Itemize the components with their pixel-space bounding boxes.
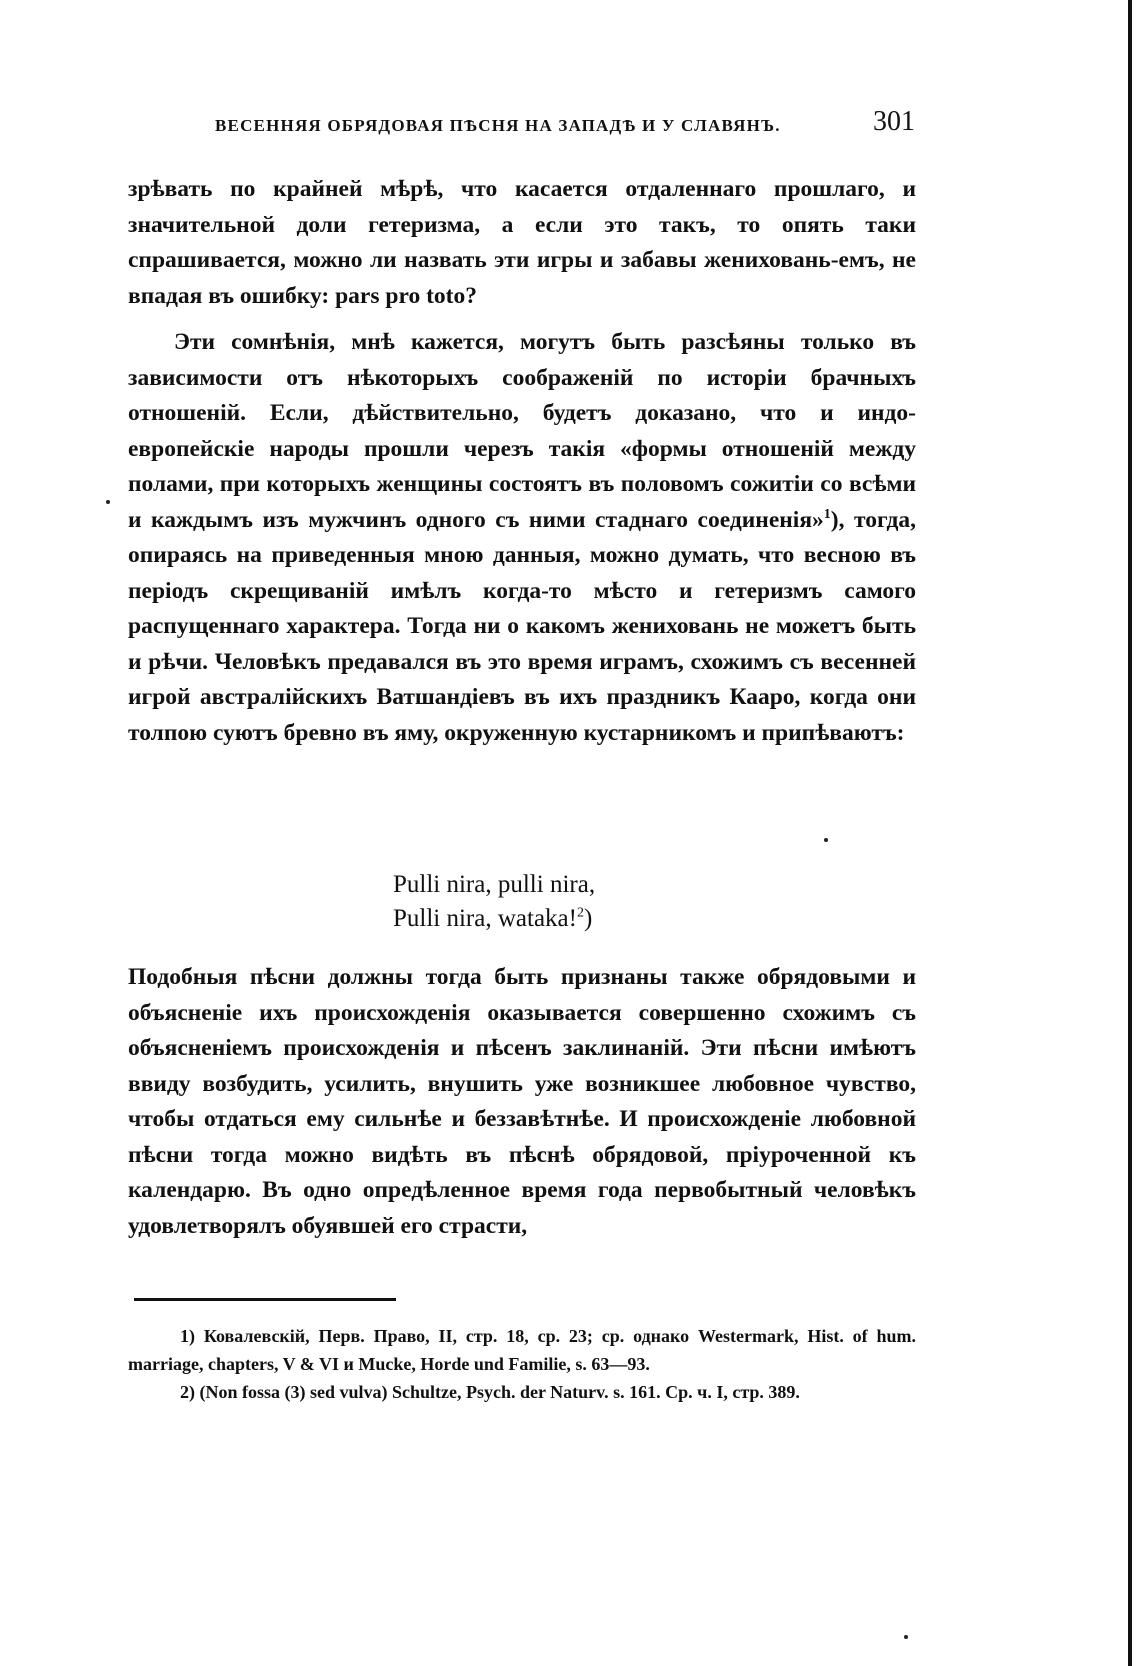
paragraph-2 (128, 325, 916, 751)
paragraph-2-continued: ), тогда, опираясь на приведенныя мною данныя, можно думать, что весною въ періодъ скрещиваній имѣлъ когда-то мѣсто и гетеризмъ самого распущеннаго характера. Тогда ни о какомъ жениховань не можетъ быть и рѣчи. Человѣкъ предавался въ это время играмъ, схожимъ съ весенней игрой австралійскихъ Ватшандіевъ въ ихъ праздникъ Кааро, когда они толпою суютъ бревно въ яму, окруженную кустарникомъ и припѣваютъ: (128, 506, 916, 746)
paragraph-2-text: Эти сомнѣнія, мнѣ кажется, могутъ быть разсѣяны только въ зависимости отъ нѣкоторыхъ соображеній по исторіи брачныхъ отношеній. Если, дѣйствительно, будетъ доказано, что и индо-европейскіе народы прошли черезъ такія «формы отношеній между полами, при которыхъ женщины состоятъ въ половомъ сожитіи со всѣми и каждымъ изъ мужчинъ одного съ ними стаднаго соединенія» (128, 329, 916, 533)
footnote-1: 1) Ковалевскій, Перв. Право, II, стр. 18, ср. 23; ср. однако Westermark, Hist. of hum. marriage, chapters, V & VI и Mucke, Horde und Familie, s. 63—93. (128, 1326, 916, 1374)
paragraph-1: зрѣвать по крайней мѣрѣ, что касается отдаленнаго прошлаго, и значительной доли гетеризма, а если это такъ, то опять таки спрашивается, можно ли назвать эти игры и забавы жениховань-емъ, не впадая въ ошибку: pars pro toto? (128, 176, 916, 309)
page-header (215, 108, 915, 148)
scan-edge-line (1128, 0, 1132, 1666)
paragraph-3: Подобныя пѣсни должны тогда быть признаны также обрядовыми и объясненіе ихъ происхожденія оказывается совершенно схожимъ съ объясненіемъ происхожденія и пѣсенъ заклинаній. Эти пѣсни имѣютъ ввиду возбудить, усилить, внушить уже возникшее любовное чувство, чтобы отдаться ему сильнѣе и беззавѣтнѣе. И происхожденіе любовной пѣсни тогда можно видѣть въ пѣснѣ обрядовой, пріуроченной къ календарю. Въ одно опредѣленное время года первобытный человѣкъ удовлетворялъ обуявшей его страсти, (128, 964, 916, 1239)
verse-line-2-text: Pulli nira, wataka! (393, 905, 577, 932)
scan-speck (904, 1635, 908, 1639)
footnote-ref-2: 2 (576, 905, 584, 921)
verse-line-2-close: ) (583, 905, 593, 932)
footnote-separator (134, 1298, 396, 1301)
footnote-ref-1: 1 (823, 506, 831, 522)
page-number: 301 (873, 106, 915, 137)
footnotes (128, 1322, 916, 1406)
scan-speck (824, 838, 828, 842)
verse-line-2 (393, 902, 595, 936)
scan-speck (106, 500, 110, 504)
running-head: ВЕСЕННЯЯ ОБРЯДОВАЯ ПѢСНЯ НА ЗАПАДѢ И У СЛАВЯНЪ. (215, 116, 781, 135)
footnote-2: 2) (Non fossa (3) sed vulva) Schultze, Psych. der Naturv. s. 161. Ср. ч. I, стр. 389. (180, 1382, 800, 1402)
verse (393, 868, 595, 936)
verse-line-1: Pulli nira, pulli nira, (393, 871, 596, 898)
